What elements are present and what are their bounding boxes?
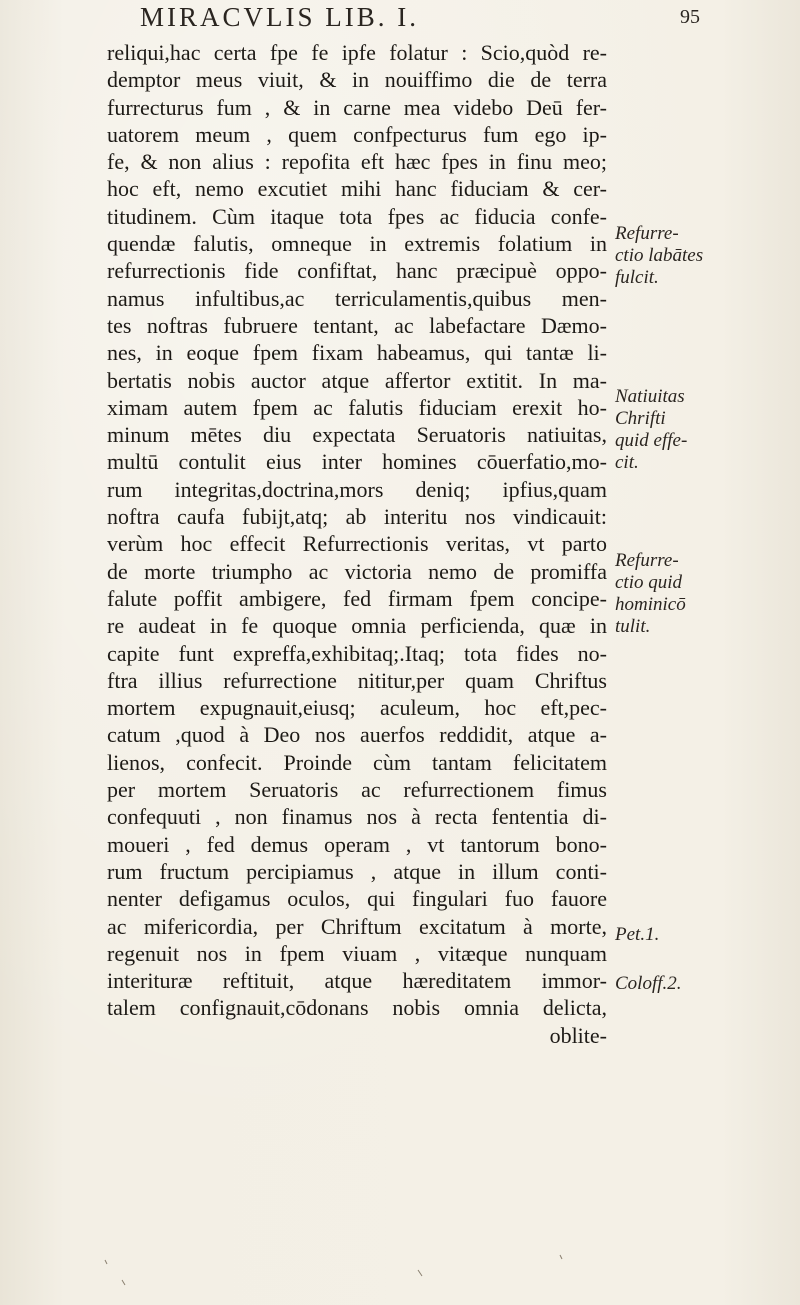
- text-line: minum mētes diu expectata Seruatoris natiuitas,: [107, 422, 607, 448]
- marginal-note-line: quid effe-: [615, 429, 688, 451]
- text-line: hoc eft, nemo excutiet mihi hanc fiduciam & cer-: [107, 176, 607, 202]
- text-line: fe, & non alius : repofita eft hæc fpes in finu meo;: [107, 149, 607, 175]
- text-line: namus infultibus,ac terriculamentis,quibus men-: [107, 285, 607, 311]
- marginal-note-line: fulcit.: [615, 267, 659, 289]
- text-line: furrecturus fum , & in carne mea videbo Deū fer-: [107, 94, 607, 120]
- text-line: mortem expugnauit,eiusq; aculeum, hoc eft,pec-: [107, 695, 607, 721]
- marginal-note-line: Pet.1.: [615, 923, 660, 945]
- marginal-note-line: ctio labātes: [615, 245, 704, 267]
- marginal-note: [615, 550, 686, 638]
- text-line: bertatis nobis auctor atque affertor extitit. In ma-: [107, 367, 607, 393]
- text-line: regenuit nos in fpem viuam , vitæque nunquam: [107, 940, 607, 966]
- text-line: falute poffit ambigere, fed firmam fpem concipe-: [107, 585, 607, 611]
- text-line: lienos, confecit. Proinde cùm tantam felicitatem: [107, 749, 607, 775]
- text-line: multū contulit eius inter homines cōuerfatio,mo-: [107, 449, 607, 475]
- text-line: nes, in eoque fpem fixam habeamus, qui tantæ li-: [107, 340, 607, 366]
- text-line: refurrectionis fide confiftat, hanc præcipuè oppo-: [107, 258, 607, 284]
- marginal-note-line: ctio quid: [615, 571, 683, 593]
- marginal-note-line: hominicō: [615, 593, 686, 615]
- text-line: noftra caufa fubijt,atq; ab interitu nos vindicauit:: [107, 504, 607, 530]
- text-line: titudinem. Cùm itaque tota fpes ac fiducia confe-: [107, 203, 607, 229]
- paper-specks: [0, 1240, 800, 1305]
- text-line: moueri , fed demus operam , vt tantorum bono-: [107, 831, 607, 857]
- text-line: ximam autem fpem ac falutis fiduciam erexit ho-: [107, 394, 607, 420]
- text-line: rum integritas,doctrina,mors deniq; ipfius,quam: [107, 476, 607, 502]
- marginal-note-line: Chrifti: [615, 407, 666, 429]
- text-line: demptor meus viuit, & in nouiffimo die de terra: [107, 67, 607, 93]
- page-number: 95: [680, 6, 700, 28]
- text-line: rum fructum percipiamus , atque in illum conti-: [107, 858, 607, 884]
- marginal-notes: [615, 0, 795, 1305]
- text-line: catum ,quod à Deo nos auerfos reddidit, atque a-: [107, 722, 607, 748]
- text-line: nenter defigamus oculos, qui fingulari fuo fauore: [107, 886, 607, 912]
- text-line: re audeat in fe quoque omnia perficienda, quæ in: [107, 613, 607, 639]
- text-line: ftra illius refurrectione nititur,per quam Chriftus: [107, 667, 607, 693]
- running-head-title: MIRACVLIS LIB. I.: [140, 2, 419, 32]
- text-line: capite funt expreffa,exhibitaq;.Itaq; tota fides no-: [107, 640, 607, 666]
- text-line: uatorem meum , quem confpecturus fum ego ip-: [107, 121, 607, 147]
- marginal-note-line: cit.: [615, 451, 639, 473]
- body-text: [107, 39, 607, 1049]
- marginal-note-line: Refurre-: [615, 223, 679, 245]
- text-line: reliqui,hac certa fpe fe ipfe folatur : Scio,quòd re-: [107, 40, 607, 65]
- marginal-note: [615, 924, 659, 946]
- text-line: ac mifericordia, per Chriftum excitatum à morte,: [107, 913, 607, 939]
- text-line: tes noftras fubruere tentant, ac labefactare Dæmo-: [107, 312, 607, 338]
- text-line: confequuti , non finamus nos à recta fententia di-: [107, 804, 607, 830]
- marginal-note: [615, 386, 687, 474]
- marginal-note-line: tulit.: [615, 615, 651, 637]
- text-line: verùm hoc effecit Refurrectionis veritas, vt parto: [107, 531, 607, 557]
- marginal-note-line: Coloff.2.: [615, 972, 682, 994]
- text-line: oblite-: [549, 1022, 607, 1048]
- marginal-note-line: Natiuitas: [615, 385, 685, 407]
- marginal-note: [615, 223, 703, 289]
- text-line: interituræ reftituit, atque hæreditatem immor-: [107, 968, 607, 994]
- marginal-note: [615, 973, 682, 995]
- text-line: per mortem Seruatoris ac refurrectionem fimus: [107, 777, 607, 803]
- text-line: de morte triumpho ac victoria nemo de promiffa: [107, 558, 607, 584]
- text-line: quendæ falutis, omneque in extremis folatium in: [107, 231, 607, 257]
- text-line: talem confignauit,cōdonans nobis omnia delicta,: [107, 995, 607, 1021]
- marginal-note-line: Refurre-: [615, 549, 679, 571]
